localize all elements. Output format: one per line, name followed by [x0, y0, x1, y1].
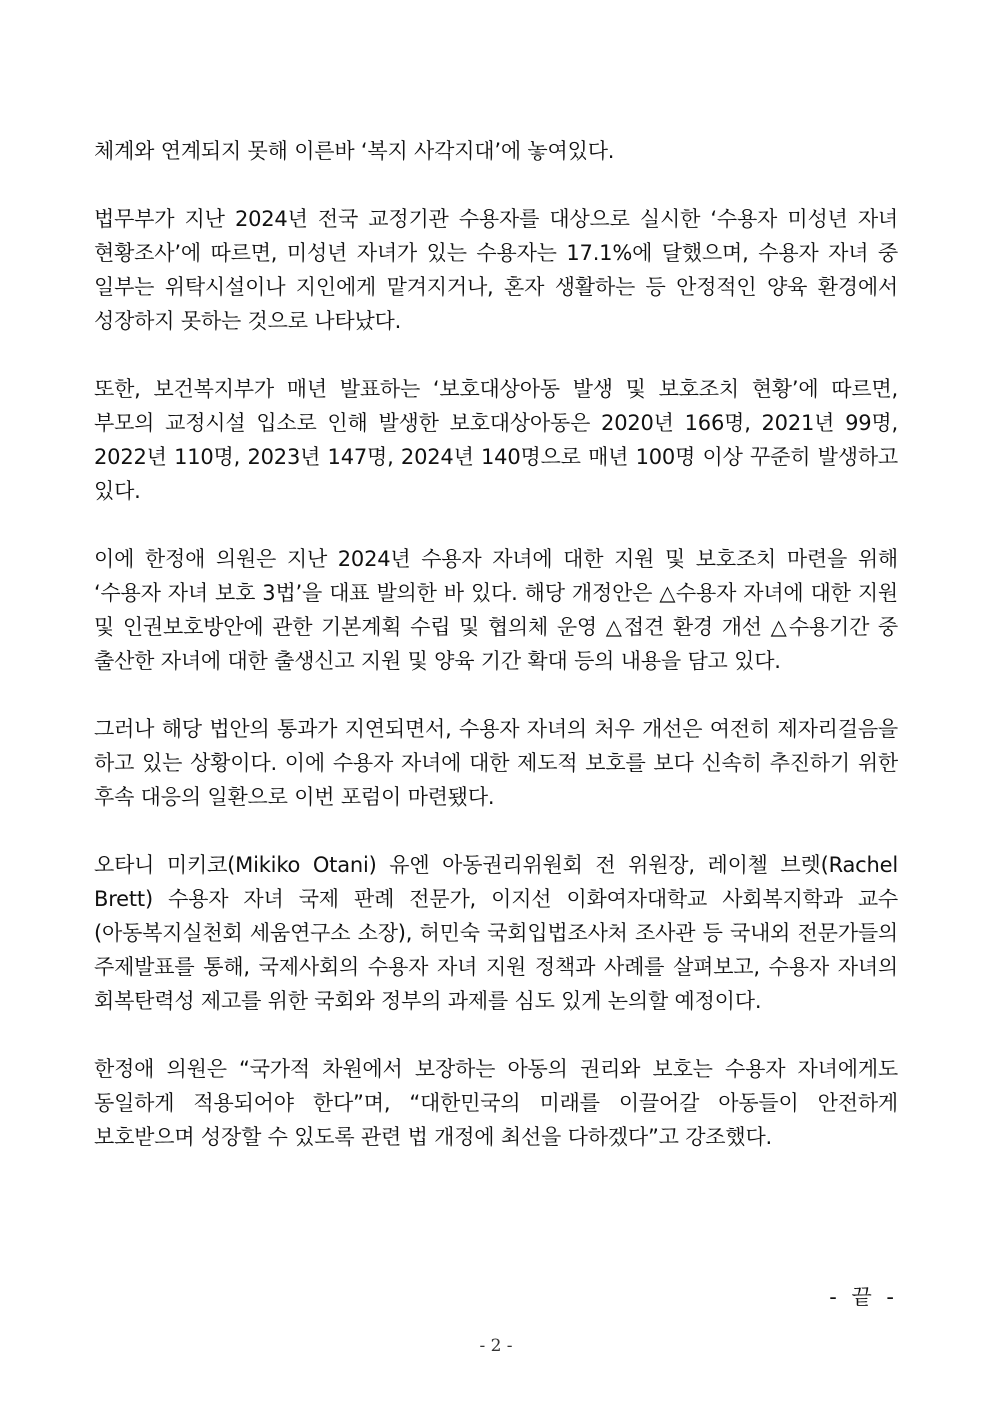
paragraph-protection-statistics: 또한, 보건복지부가 매년 발표하는 ‘보호대상아동 발생 및 보호조치 현황’에 따르면, 부모의 교정시설 입소로 인해 발생한 보호대상아동은 2020년 166명, 2021년 99명, 2022년 110명, 2023년 147명, 2024년 140명으로 매년 100명 이상 꾸준히 발생하고 있다.: [94, 377, 898, 503]
paragraph-survey-findings: 법무부가 지난 2024년 전국 교정기관 수용자를 대상으로 실시한 ‘수용자 미성년 자녀 현황조사’에 따르면, 미성년 자녀가 있는 수용자는 17.1%에 달했으며, 수용자 자녀 중 일부는 위탁시설이나 지인에게 맡겨지거나, 혼자 생활하는 등 안정적인 양육 환경에서 성장하지 못하는 것으로 나타났다.: [94, 207, 898, 333]
document-body: [94, 134, 898, 1188]
paragraph-bill-proposal: 이에 한정애 의원은 지난 2024년 수용자 자녀에 대한 지원 및 보호조치 마련을 위해 ‘수용자 자녀 보호 3법’을 대표 발의한 바 있다. 해당 개정안은 △수용자 자녀에 대한 지원 및 인권보호방안에 관한 기본계획 수립 및 협의체 운영 △접견 환경 개선 △수용기간 중 출산한 자녀에 대한 출생신고 지원 및 양육 기간 확대 등의 내용을 담고 있다.: [94, 547, 898, 673]
end-mark: - 끝 -: [829, 1285, 898, 1309]
paragraph-closing-quote: 한정애 의원은 “국가적 차원에서 보장하는 아동의 권리와 보호는 수용자 자녀에게도 동일하게 적용되어야 한다”며, “대한민국의 미래를 이끌어갈 아동들이 안전하게 보호받으며 성장할 수 있도록 관련 법 개정에 최선을 다하겠다”고 강조했다.: [94, 1057, 898, 1149]
page-number: - 2 -: [479, 1336, 513, 1356]
paragraph-forum-background: 그러나 해당 법안의 통과가 지연되면서, 수용자 자녀의 처우 개선은 여전히 제자리걸음을 하고 있는 상황이다. 이에 수용자 자녀에 대한 제도적 보호를 보다 신속히 추진하기 위한 후속 대응의 일환으로 이번 포럼이 마련됐다.: [94, 717, 898, 809]
paragraph-continuation: 체계와 연계되지 못해 이른바 ‘복지 사각지대’에 놓여있다.: [94, 139, 615, 163]
paragraph-forum-speakers: 오타니 미키코(Mikiko Otani) 유엔 아동권리위원회 전 위원장, 레이첼 브렛(Rachel Brett) 수용자 자녀 국제 판례 전문가, 이지선 이화여자대학교 사회복지학과 교수(아동복지실천회 세움연구소 소장), 허민숙 국회입법조사처 조사관 등 국내외 전문가들의 주제발표를 통해, 국제사회의 수용자 자녀 지원 정책과 사례를 살펴보고, 수용자 자녀의 회복탄력성 제고를 위한 국회와 정부의 과제를 심도 있게 논의할 예정이다.: [94, 853, 898, 1013]
